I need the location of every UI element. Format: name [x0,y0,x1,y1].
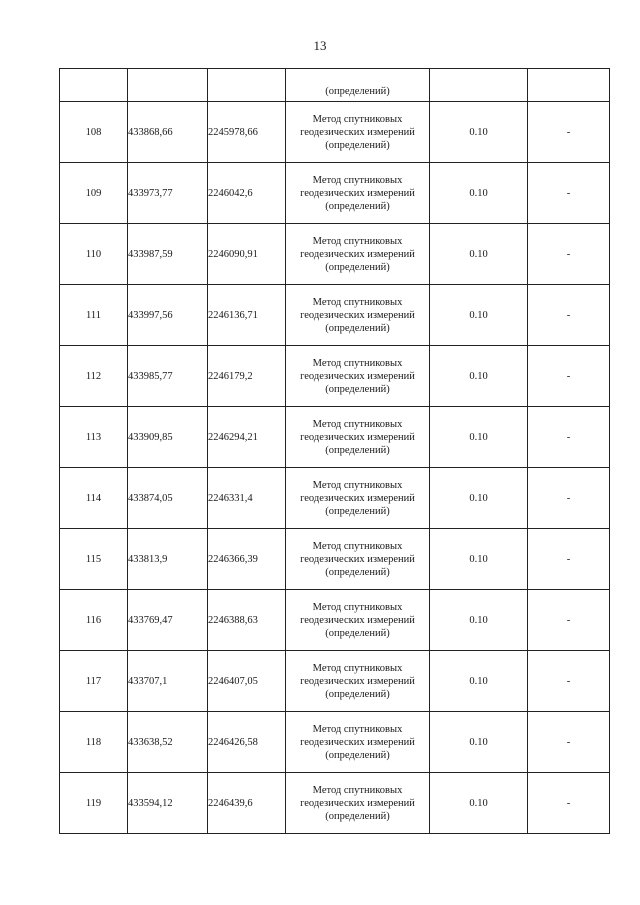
coordinates-table [59,68,610,834]
x-coordinate-cell: 433868,66 [128,102,208,163]
point-number-cell: 109 [60,163,128,224]
x-coordinate-cell: 433594,12 [128,773,208,834]
description-cell: - [528,590,610,651]
table-row [60,773,610,834]
method-cell [286,712,430,773]
table-row [60,163,610,224]
table-row [60,224,610,285]
method-line: геодезических измерений [300,797,415,809]
method-line: (определений) [325,688,390,700]
y-coordinate-cell: 2246136,71 [208,285,286,346]
point-number-cell: 112 [60,346,128,407]
y-coordinate-cell: 2246407,05 [208,651,286,712]
accuracy-cell: 0.10 [430,468,528,529]
x-coordinate-cell: 433813,9 [128,529,208,590]
accuracy-cell: 0.10 [430,102,528,163]
method-line: Метод спутниковых [312,113,403,125]
table-row [60,102,610,163]
method-line: геодезических измерений [300,309,415,321]
description-cell: - [528,407,610,468]
method-line: геодезических измерений [300,370,415,382]
method-line: Метод спутниковых [312,540,403,552]
x-coordinate-cell: 433973,77 [128,163,208,224]
method-line: геодезических измерений [300,736,415,748]
method-line: геодезических измерений [300,614,415,626]
x-coordinate-cell: 433985,77 [128,346,208,407]
y-coordinate-cell: 2246426,58 [208,712,286,773]
description-cell: - [528,346,610,407]
method-line: (определений) [325,200,390,212]
method-cell [286,285,430,346]
table-row [60,651,610,712]
method-line: (определений) [325,505,390,517]
method-cell: (определений) [286,69,430,102]
y-coordinate-cell: 2245978,66 [208,102,286,163]
method-line: Метод спутниковых [312,723,403,735]
point-number-cell: 118 [60,712,128,773]
description-cell: - [528,651,610,712]
method-line: геодезических измерений [300,187,415,199]
point-number-cell: 110 [60,224,128,285]
table-row [60,712,610,773]
y-coordinate-cell [208,69,286,102]
method-cell [286,224,430,285]
method-line: Метод спутниковых [312,174,403,186]
method-cell [286,529,430,590]
point-number-cell: 111 [60,285,128,346]
method-line: геодезических измерений [300,492,415,504]
point-number-cell: 108 [60,102,128,163]
method-line: Метод спутниковых [312,479,403,491]
method-line: (определений) [325,444,390,456]
y-coordinate-cell: 2246388,63 [208,590,286,651]
point-number-cell: 116 [60,590,128,651]
method-line: (определений) [325,139,390,151]
point-number-cell [60,69,128,102]
accuracy-cell: 0.10 [430,590,528,651]
continuation-row [60,69,610,102]
accuracy-cell: 0.10 [430,529,528,590]
point-number-cell: 113 [60,407,128,468]
method-line: (определений) [325,566,390,578]
method-line: (определений) [325,261,390,273]
method-line: Метод спутниковых [312,662,403,674]
method-cell [286,102,430,163]
description-cell: - [528,712,610,773]
table-row [60,346,610,407]
accuracy-cell: 0.10 [430,285,528,346]
method-line: Метод спутниковых [312,296,403,308]
method-cell [286,773,430,834]
y-coordinate-cell: 2246439,6 [208,773,286,834]
description-cell: - [528,102,610,163]
table-row [60,468,610,529]
accuracy-cell: 0.10 [430,773,528,834]
accuracy-cell [430,69,528,102]
method-line: Метод спутниковых [312,784,403,796]
method-cell [286,590,430,651]
table-row [60,407,610,468]
y-coordinate-cell: 2246294,21 [208,407,286,468]
method-line: геодезических измерений [300,553,415,565]
method-line: (определений) [325,749,390,761]
x-coordinate-cell: 433987,59 [128,224,208,285]
y-coordinate-cell: 2246331,4 [208,468,286,529]
method-line: Метод спутниковых [312,235,403,247]
method-line: (определений) [325,627,390,639]
x-coordinate-cell: 433769,47 [128,590,208,651]
method-cell [286,651,430,712]
page-number: 13 [313,38,327,53]
method-line: Метод спутниковых [312,418,403,430]
accuracy-cell: 0.10 [430,407,528,468]
description-cell: - [528,163,610,224]
point-number-cell: 119 [60,773,128,834]
method-line: геодезических измерений [300,126,415,138]
accuracy-cell: 0.10 [430,224,528,285]
x-coordinate-cell: 433997,56 [128,285,208,346]
description-cell [528,69,610,102]
coordinates-table-body [60,69,610,834]
x-coordinate-cell: 433638,52 [128,712,208,773]
description-cell: - [528,468,610,529]
description-cell: - [528,529,610,590]
x-coordinate-cell [128,69,208,102]
method-cell [286,163,430,224]
method-line: Метод спутниковых [312,357,403,369]
point-number-cell: 114 [60,468,128,529]
method-line: геодезических измерений [300,248,415,260]
method-line: (определений) [325,322,390,334]
accuracy-cell: 0.10 [430,163,528,224]
table-row [60,590,610,651]
method-line: геодезических измерений [300,431,415,443]
x-coordinate-cell: 433874,05 [128,468,208,529]
y-coordinate-cell: 2246090,91 [208,224,286,285]
description-cell: - [528,285,610,346]
y-coordinate-cell: 2246042,6 [208,163,286,224]
method-cell [286,407,430,468]
method-line: Метод спутниковых [312,601,403,613]
accuracy-cell: 0.10 [430,651,528,712]
accuracy-cell: 0.10 [430,346,528,407]
x-coordinate-cell: 433707,1 [128,651,208,712]
method-cell [286,468,430,529]
description-cell: - [528,224,610,285]
method-line: (определений) [325,810,390,822]
point-number-cell: 117 [60,651,128,712]
y-coordinate-cell: 2246366,39 [208,529,286,590]
x-coordinate-cell: 433909,85 [128,407,208,468]
y-coordinate-cell: 2246179,2 [208,346,286,407]
table-row [60,285,610,346]
accuracy-cell: 0.10 [430,712,528,773]
point-number-cell: 115 [60,529,128,590]
method-line: (определений) [325,383,390,395]
method-line: геодезических измерений [300,675,415,687]
table-row [60,529,610,590]
description-cell: - [528,773,610,834]
method-cell [286,346,430,407]
